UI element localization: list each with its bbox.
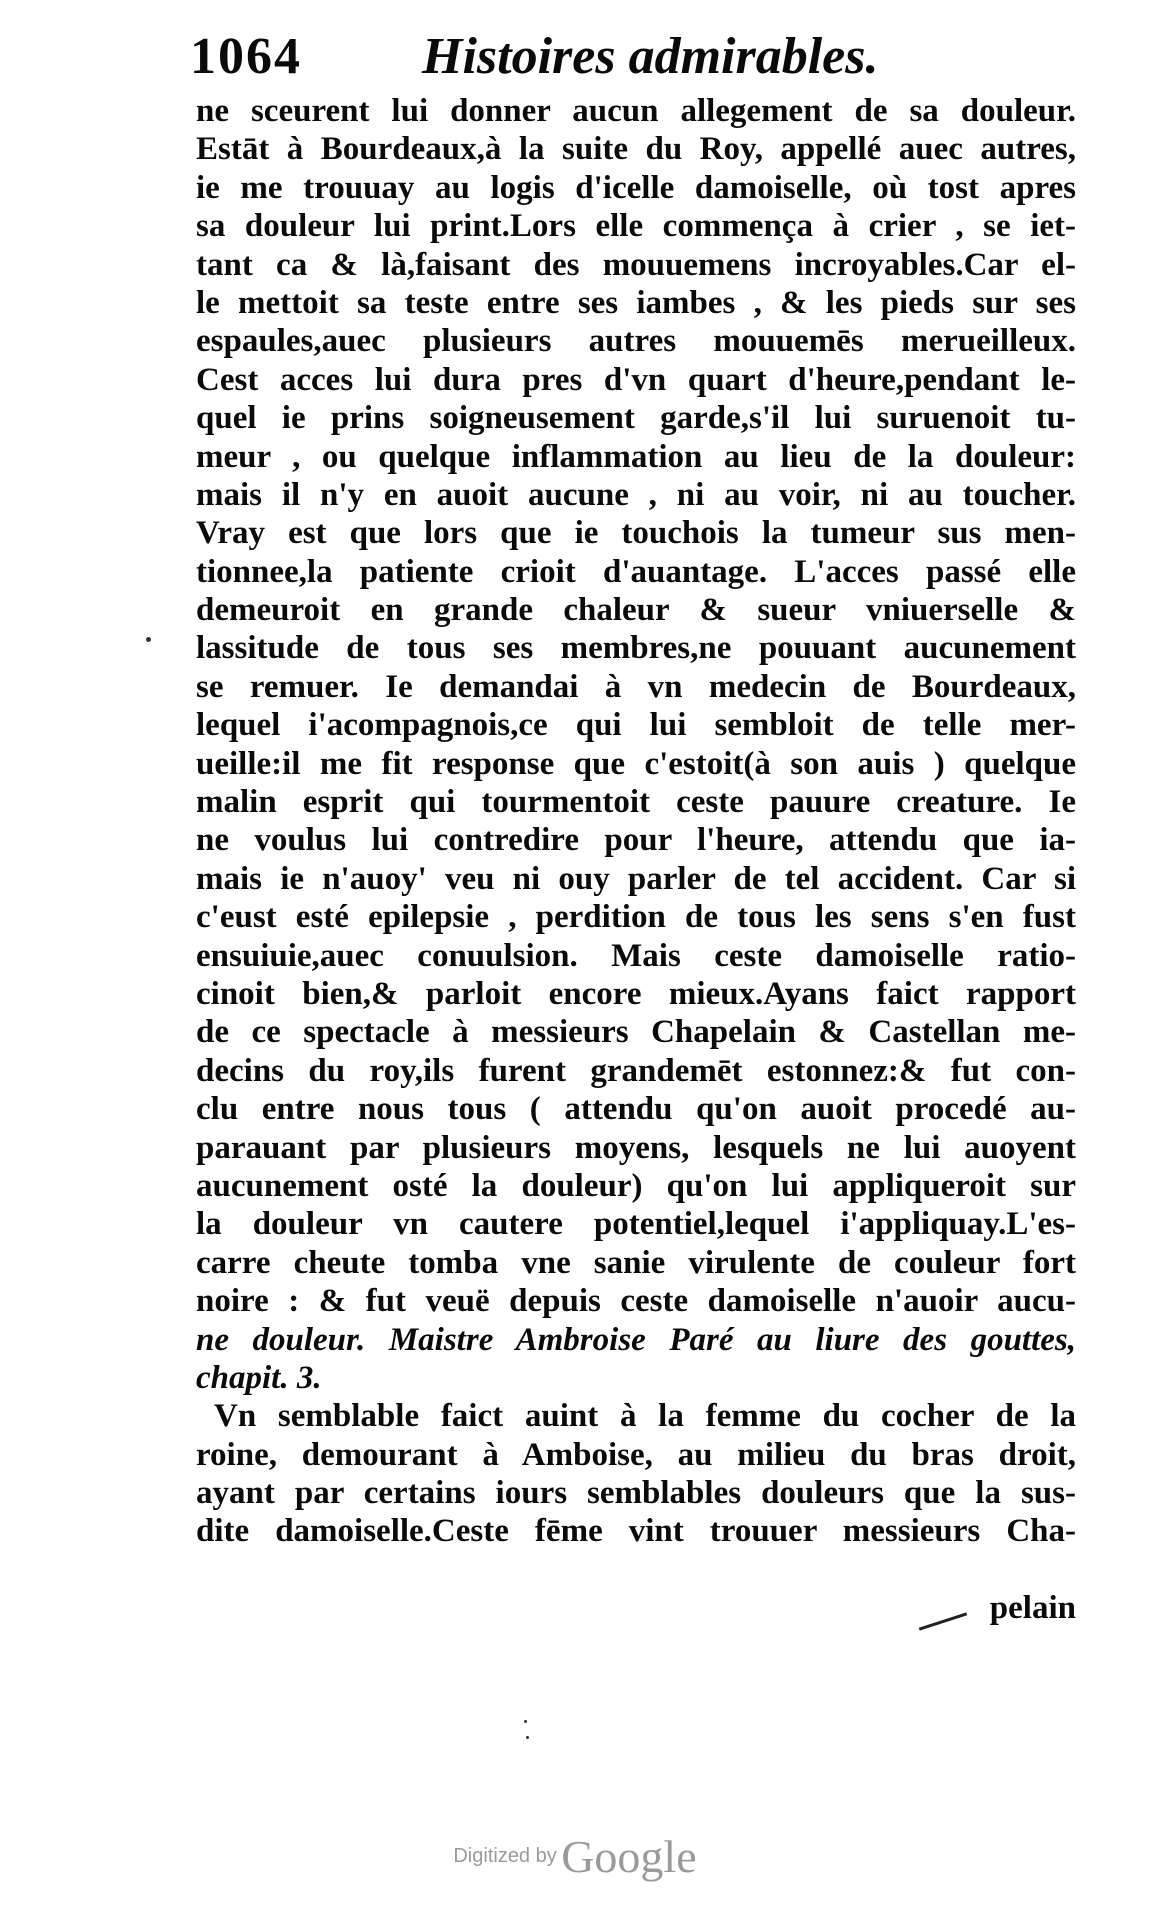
text-line: mais ie n'auoy' veu ni ouy parler de tel accident. Car si bbox=[196, 860, 1076, 897]
page-number: 1064 bbox=[190, 28, 302, 85]
text-line: meur , ou quelque inflammation au lieu de la douleur: bbox=[196, 438, 1076, 475]
text-line: Vray est que lors que ie touchois la tumeur sus men- bbox=[196, 515, 1076, 552]
citation-line: ne douleur. Maistre Ambroise Paré au liure des gouttes, bbox=[196, 1321, 1076, 1358]
text-line: malin esprit qui tourmentoit ceste pauure creature. Ie bbox=[196, 784, 1076, 821]
digitized-by-label: Digitized by bbox=[453, 1845, 557, 1867]
text-line: le mettoit sa teste entre ses iambes , & les pieds sur ses bbox=[196, 284, 1076, 321]
text-line: ueille:il me fit response que c'estoit(à son auis ) quelque bbox=[196, 745, 1076, 782]
running-title: Histoires admirables. bbox=[422, 28, 879, 85]
ink-speck bbox=[524, 1720, 527, 1723]
text-line: mais il n'y en auoit aucune , ni au voir, ni au toucher. bbox=[196, 476, 1076, 513]
body-text bbox=[196, 92, 1076, 1551]
catchword: pelain bbox=[989, 1590, 1076, 1626]
citation-line: chapit. 3. bbox=[196, 1359, 322, 1396]
text-line: Estāt à Bourdeaux,à la suite du Roy, appellé auec autres, bbox=[196, 131, 1076, 168]
text-line: cinoit bien,& parloit encore mieux.Ayans faict rapport bbox=[196, 975, 1076, 1012]
text-line: aucunement osté la douleur) qu'on lui appliqueroit sur bbox=[196, 1167, 1076, 1204]
ink-speck bbox=[526, 1736, 529, 1739]
text-line: ne voulus lui contredire pour l'heure, attendu que ia- bbox=[196, 822, 1076, 859]
text-line: de ce spectacle à messieurs Chapelain & Castellan me- bbox=[196, 1014, 1076, 1051]
text-line: demeuroit en grande chaleur & sueur vniuerselle & bbox=[196, 592, 1076, 629]
text-line: espaules,auec plusieurs autres mouuemēs merueilleux. bbox=[196, 323, 1076, 360]
text-line: c'eust esté epilepsie , perdition de tous les sens s'en fust bbox=[196, 899, 1076, 936]
text-line: ne sceurent lui donner aucun allegement de sa douleur. bbox=[196, 93, 1076, 129]
text-line: dite damoiselle.Ceste fēme vint trouuer messieurs Cha- bbox=[196, 1513, 1076, 1550]
text-line: lassitude de tous ses membres,ne pouuant aucunement bbox=[196, 630, 1076, 667]
text-line: ie me trouuay au logis d'icelle damoiselle, où tost apres bbox=[196, 169, 1076, 206]
text-line: la douleur vn cautere potentiel,lequel i'appliquay.L'es- bbox=[196, 1206, 1076, 1243]
text-line: ensuiuie,auec conuulsion. Mais ceste damoiselle ratio- bbox=[196, 937, 1076, 974]
text-line: quel ie prins soigneusement garde,s'il lui suruenoit tu- bbox=[196, 400, 1076, 437]
text-line: lequel i'acompagnois,ce qui lui sembloit de telle mer- bbox=[196, 707, 1076, 744]
text-line: tant ca & là,faisant des mouuemens incroyables.Car el- bbox=[196, 246, 1076, 283]
text-line: noire : & fut veuë depuis ceste damoiselle n'auoir aucu- bbox=[196, 1283, 1076, 1320]
google-logo: Google bbox=[561, 1831, 697, 1882]
text-line: Cest acces lui dura pres d'vn quart d'heure,pendant le- bbox=[196, 361, 1076, 398]
text-line: tionnee,la patiente crioit d'auantage. L'acces passé elle bbox=[196, 553, 1076, 590]
text-line: clu entre nous tous ( attendu qu'on auoit procedé au- bbox=[196, 1091, 1076, 1128]
text-line: decins du roy,ils furent grandemēt estonnez:& fut con- bbox=[196, 1052, 1076, 1089]
text-line: parauant par plusieurs moyens, lesquels ne lui auoyent bbox=[196, 1129, 1076, 1166]
digitization-footer bbox=[0, 1830, 1150, 1883]
ink-speck bbox=[146, 637, 151, 642]
text-line: ayant par certains iours semblables douleurs que la sus- bbox=[196, 1475, 1076, 1512]
text-line: carre cheute tomba vne sanie virulente de couleur fort bbox=[196, 1244, 1076, 1281]
text-line: roine, demourant à Amboise, au milieu du bras droit, bbox=[196, 1436, 1076, 1473]
paragraph-start-line: Vn semblable faict auint à la femme du cocher de la bbox=[214, 1398, 1076, 1435]
page-header bbox=[190, 22, 1070, 92]
text-line: sa douleur lui print.Lors elle commença à crier , se iet- bbox=[196, 208, 1076, 245]
text-line: se remuer. Ie demandai à vn medecin de Bourdeaux, bbox=[196, 668, 1076, 705]
